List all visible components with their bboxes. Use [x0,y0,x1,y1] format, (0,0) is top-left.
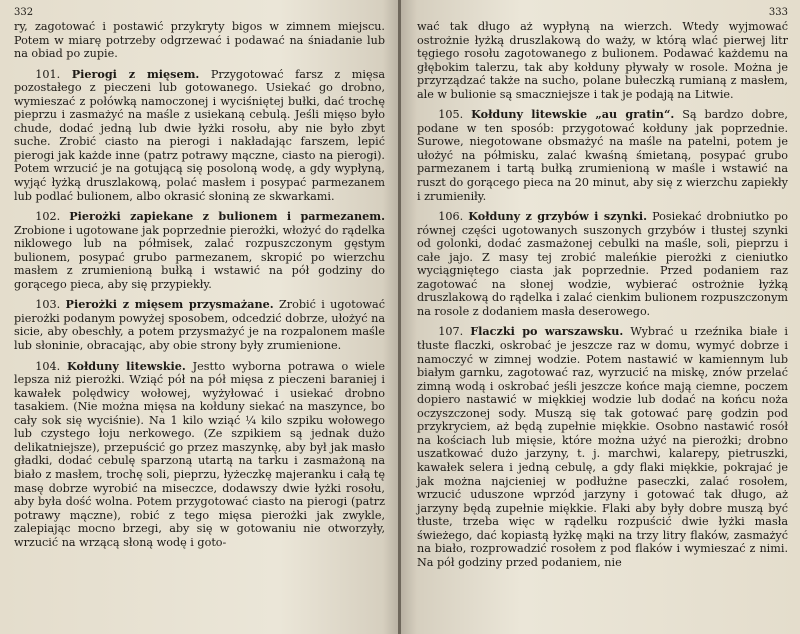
recipe-105 [417,108,788,203]
left-page [0,0,399,634]
recipe-text: Przygotować farsz z mięsa pozostałego z pieczeni lub gotowanego. Usiekać go drobno, wymieszać z połówką namoczonej i wyciśniętej bułki, dać trochę pieprzu i zasmażyć na maśle z usiekaną cebulą. Jeśli mięso było chude, dodać jedną lub dwie łyżki rosołu, aby nie było zbyt suche. Zrobić ciasto na pierogi i nakładając farszem, lepić pierogi jak każde inne (patrz potrawy mączne, ciasto na pierogi). Potem wrzucić je na gotującą się posoloną wodę, a gdy wypłyną, wyjąć łyżką druszlakową, polać masłem i posypać parmezanem lub podlać bulionem, albo okrasić słoniną ze skwarkami. [14,67,385,203]
recipe-107 [417,325,788,569]
recipe-number: 102. [35,210,61,224]
recipe-text: Są bardzo dobre, podane w ten sposób: przygotować kołduny jak poprzednie. Surowe, niegotowane obsmażyć na maśle na patelni, potem je ułożyć na półmisku, zalać kwaśną śmietaną, posypać grubo parmezanem i tartą bułką zrumienioną w maśle i wstawić na ruszt do gorącego pieca na 20 minut, aby się z wierzchu zapiekły i zrumieniły. [417,108,788,203]
recipe-text: Zrobić i ugotować pierożki podanym powyżej sposobem, odcedzić dobrze, ułożyć na sicie, aby obeschły, a potem przysmażyć je na rozpalonem maśle lub słoninie, obracając, aby obie strony były zrumienione. [14,298,385,353]
paragraph-continued [14,20,385,61]
page-number: 332 [14,7,34,18]
recipe-number: 101. [35,67,61,81]
recipe-text: Wybrać u rzeźnika białe i tłuste flaczki, oskrobać je jeszcze raz w domu, wymyć dobrze i namoczyć w zimnej wodzie. Potem nastawić w kamiennym lub białym garnku, zagotować raz, wyrzucić na miskę, znów przelać zimną wodą i oskrobać jeśli jeszcze końce mają ciemne, poczem dopiero nastawić w miękkiej wodzie lub dodać na końcu noża oczyszczonej sody. Muszą się tak gotować parę godzin pod przykryciem, aż będą zupełnie miękkie. Osobno nastawić rosół na kościach lub mięsie, które można użyć na pierożki; drobno uszatkować dużo jarzyny, t. j. marchwi, kalarepy, pietruszki, kawałek selera i jedną cebulę, a gdy flaki miękkie, pokrajać je jak można najcieniej w podłużne paseczki, zalać rosołem, wrzucić uduszone wprzód jarzyny i gotować tak długo, aż jarzyny będą zupełnie miękkie. Flaki aby były dobre muszą być tłuste, trzeba więc w rądelku rozpuścić dwie łyżki masła świeżego, dać kopiastą łyżkę mąki na trzy litry flaków, zasmażyć na biało, rozprowadzić rosołem z pod flaków i wymieszać z nimi. Na pół godziny przed podaniem, nie [417,325,788,569]
paragraph-text: wać tak długo aż wypłyną na wierzch. Wtedy wyjmować ostrożnie łyżką druszlakową do waży, w którą wlać pierwej litr tęgiego rosołu zagotowanego z bulionem. Podawać każdemu na głębokim talerzu, tak aby kołduny pływały w rosole. Można je przyrządzać także na sucho, polane bułeczką rumianą z masłem, ale w bulionie są smaczniejsze i tak je podają na Litwie. [417,20,788,101]
recipe-text: Jestto wyborna potrawa o wiele lepsza niż pierożki. Wziąć pół na pół mięsa z pieczeni baraniej i kawałek polędwicy wołowej, wyżyłować i usiekać drobno tasakiem. (Nie można mięsa na kołduny siekać na maszynce, bo cały sok się wyciśnie). Na 1 kilo wziąć ¼ kilo szpiku wołowego lub czystego łoju nerkowego. (Ze szpikiem są jednak dużo delikatniejsze), przepuścić go przez maszynkę, aby był jak masło gładki, dodać cebulę sparzoną utartą na tarku i zasmażoną na biało z masłem, trochę soli, pieprzu, łyżeczkę majeranku i całą tę masę dobrze wyrobić na miseczce, dodawszy dwie łyżki rosołu, aby była dość wolna. Potem przygotować ciasto na pierogi (patrz potrawy mączne), robić z tego mięsa pierożki jak zwykle, zalepiając mocno brzegi, aby się w gotowaniu nie otworzyły, wrzucić na wrzącą słoną wodę i goto- [14,359,385,549]
paragraph-continued [417,20,788,101]
recipe-106 [417,210,788,318]
recipe-104 [14,360,385,550]
recipe-heading: Kołduny litewskie. [67,358,186,373]
recipe-number: 107. [438,325,464,339]
recipe-heading: Kołduny z grzybów i szynki. [468,209,648,224]
recipe-number: 106. [438,210,464,224]
paragraph-text: ry, zagotować i postawić przykryty bigos w zimnem miejscu. Potem w miarę potrzeby odgrzewać i podawać na śniadanie lub na obiad po zupie. [14,20,385,61]
recipe-number: 105. [438,108,464,122]
recipe-number: 104. [35,359,61,373]
recipe-heading: Kołduny litewskie „au gratin“. [471,107,675,122]
recipe-102 [14,210,385,291]
recipe-heading: Pierożki z mięsem przysmażane. [65,297,274,312]
recipe-number: 103. [35,298,61,312]
recipe-heading: Pierożki zapiekane z bulionem i parmezanem. [69,209,385,224]
recipe-text: Posiekać drobniutko po równej części ugotowanych suszonych grzybów i tłustej szynki od golonki, dodać zasmażonej cebulki na maśle, soli, pieprzu i całe jajo. Z masy tej zrobić maleńkie pierożki z cieniutko wyciągniętego ciasta jak poprzednie. Przed podaniem raz zagotować na słonej wodzie, wybierać ostrożnie łyżką druszlakową do rądelka i zalać cienkim bulionem rozpuszczonym na rosole z dodaniem masła deserowego. [417,210,788,318]
recipe-heading: Flaczki po warszawsku. [470,324,624,339]
recipe-heading: Pierogi z mięsem. [71,66,200,81]
recipe-text: Zrobione i ugotowane jak poprzednie pierożki, włożyć do rądelka niklowego lub na półmisek, zalać rozpuszczonym gęstym bulionem, posypać grubo parmezanem, skropić po wierzchu masłem z zrumienioną bułką i wstawić na pół godziny do gorącego pieca, aby się przypiekły. [14,223,385,291]
recipe-103 [14,298,385,352]
recipe-101 [14,68,385,203]
right-page [401,0,800,634]
page-number: 333 [768,7,788,18]
